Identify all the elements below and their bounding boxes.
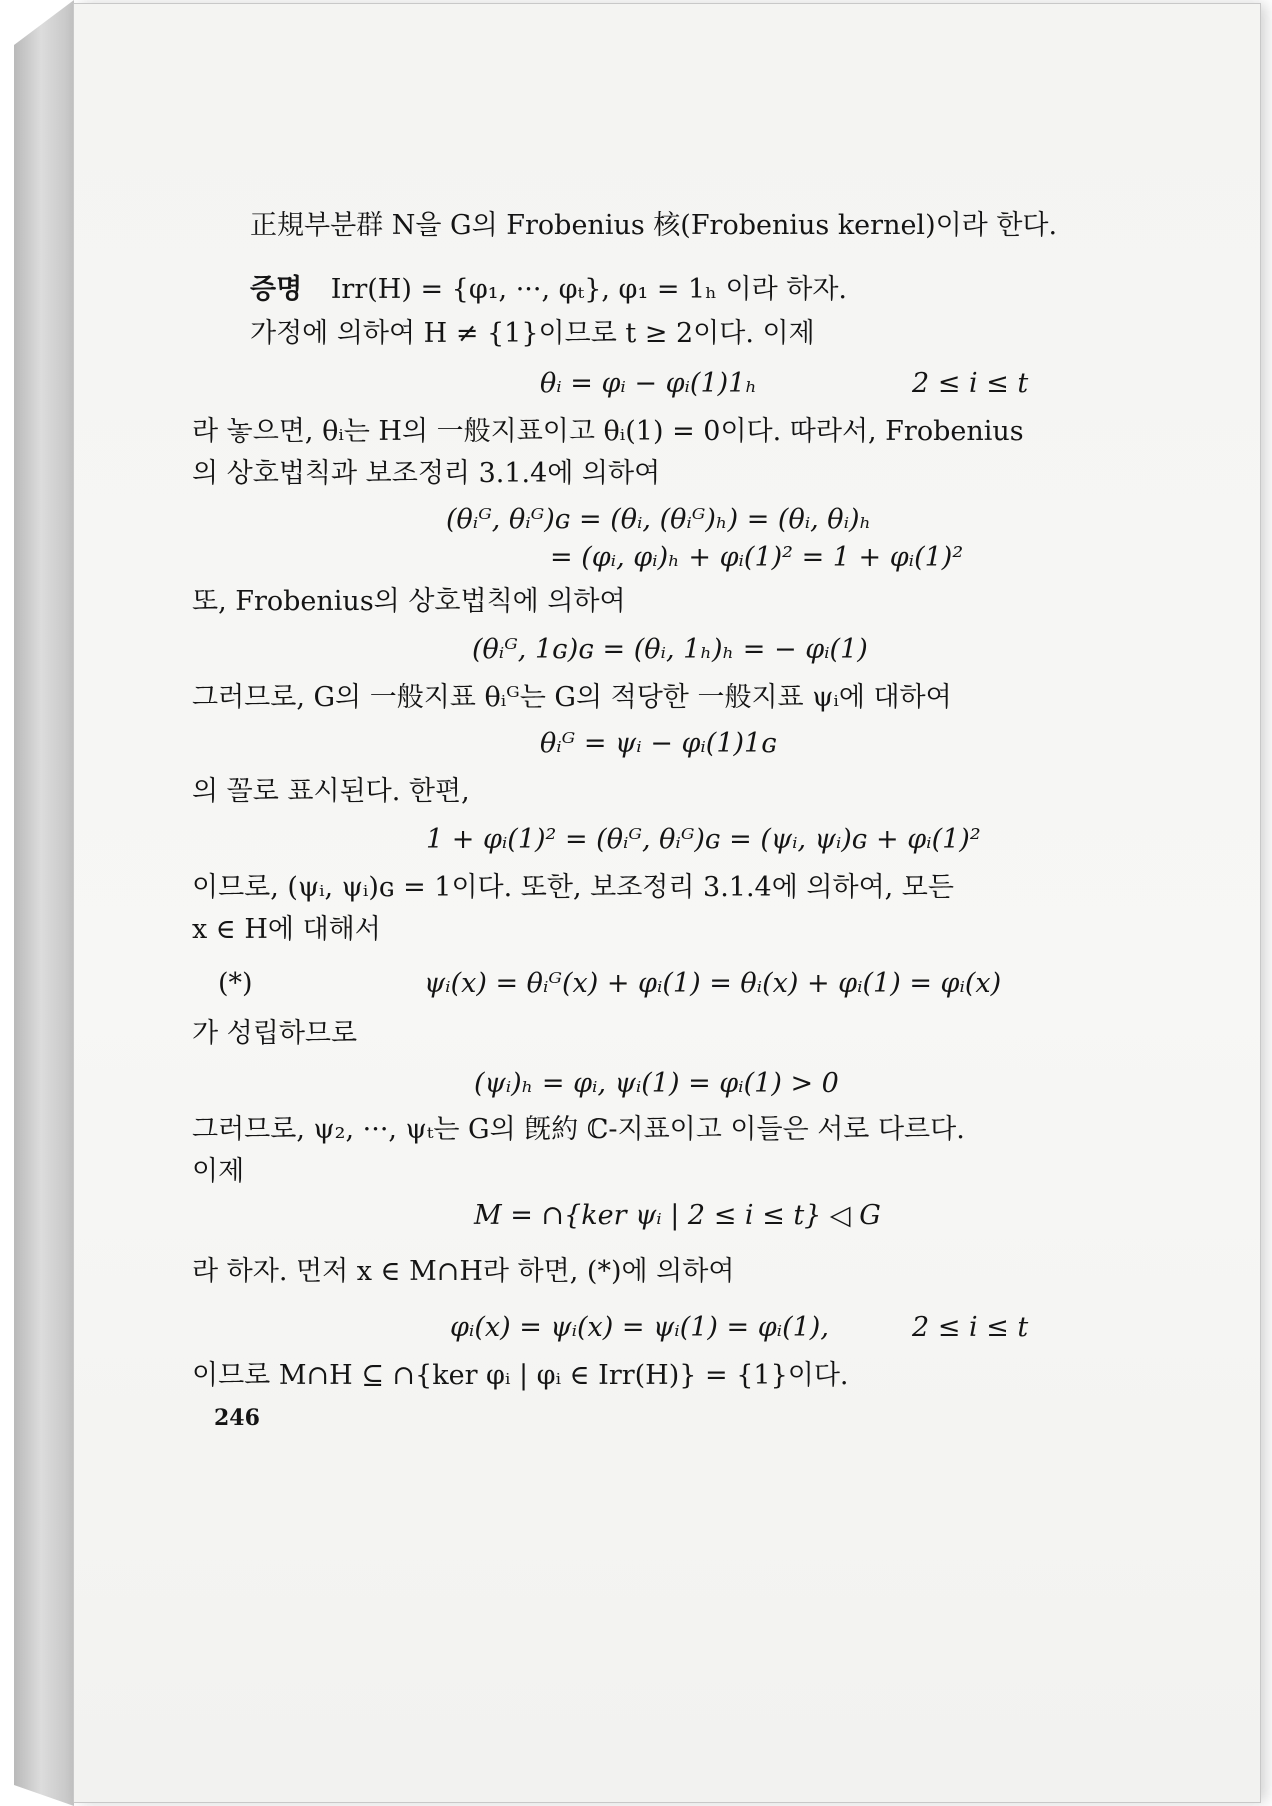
- text-line: 이므로 M∩H ⊆ ∩{ker φᵢ | φᵢ ∈ Irr(H)} = {1}이다.: [192, 1360, 849, 1391]
- proof-label: 증명: [250, 274, 303, 305]
- equation: (ψᵢ)ₕ = φᵢ, ψᵢ(1) = φᵢ(1) > 0: [474, 1068, 839, 1099]
- text-segment: Irr(H) = {φ₁, ···, φₜ}, φ₁ = 1ₕ 이라 하자.: [330, 274, 847, 305]
- text-line: 의 꼴로 표시된다. 한편,: [192, 776, 470, 807]
- text-line: 그러므로, G의 一般지표 θᵢᴳ는 G의 적당한 一般지표 ψᵢ에 대하여: [192, 682, 952, 713]
- text-line: 의 상호법칙과 보조정리 3.1.4에 의하여: [192, 458, 661, 489]
- text-line: 正規부분群 N을 G의 Frobenius 核(Frobenius kernel)이라 한다.: [250, 210, 1058, 241]
- equation: θᵢᴳ = ψᵢ − φᵢ(1)1ɢ: [540, 728, 777, 759]
- equation-condition: 2 ≤ i ≤ t: [912, 368, 1029, 399]
- equation: (θᵢᴳ, θᵢᴳ)ɢ = (θᵢ, (θᵢᴳ)ₕ) = (θᵢ, θᵢ)ₕ: [446, 504, 872, 535]
- text-line: 라 하자. 먼저 x ∈ M∩H라 하면, (*)에 의하여: [192, 1256, 735, 1287]
- text-line: 이제: [192, 1156, 245, 1187]
- equation-tag: (*): [218, 968, 253, 999]
- book-spine-edge: [14, 0, 74, 1806]
- equation: θᵢ = φᵢ − φᵢ(1)1ₕ: [540, 368, 758, 399]
- book-page: [74, 4, 1260, 1802]
- equation-condition: 2 ≤ i ≤ t: [912, 1312, 1029, 1343]
- text-line: 그러므로, ψ₂, ···, ψₜ는 G의 旣約 ℂ-지표이고 이들은 서로 다르다.: [192, 1114, 965, 1145]
- text-line: 또, Frobenius의 상호법칙에 의하여: [192, 586, 626, 617]
- text-line: 이므로, (ψᵢ, ψᵢ)ɢ = 1이다. 또한, 보조정리 3.1.4에 의하여, 모든: [192, 872, 954, 903]
- text-line: x ∈ H에 대해서: [192, 914, 381, 945]
- equation: 1 + φᵢ(1)² = (θᵢᴳ, θᵢᴳ)ɢ = (ψᵢ, ψᵢ)ɢ + φᵢ(1)²: [426, 824, 981, 855]
- text-line: 라 놓으면, θᵢ는 H의 一般지표이고 θᵢ(1) = 0이다. 따라서, Frobenius: [192, 416, 1024, 447]
- equation: = (φᵢ, φᵢ)ₕ + φᵢ(1)² = 1 + φᵢ(1)²: [550, 542, 964, 573]
- text-line: 가 성립하므로: [192, 1018, 358, 1049]
- page-number: 246: [214, 1405, 260, 1431]
- proof-line: [250, 272, 847, 308]
- equation: M = ∩{ker ψᵢ | 2 ≤ i ≤ t} ◁ G: [474, 1200, 881, 1231]
- equation: (θᵢᴳ, 1ɢ)ɢ = (θᵢ, 1ₕ)ₕ = − φᵢ(1): [472, 634, 868, 665]
- equation: ψᵢ(x) = θᵢᴳ(x) + φᵢ(1) = θᵢ(x) + φᵢ(1) = φᵢ(x): [424, 968, 1002, 999]
- equation: φᵢ(x) = ψᵢ(x) = ψᵢ(1) = φᵢ(1),: [450, 1312, 829, 1343]
- text-line: 가정에 의하여 H ≠ {1}이므로 t ≥ 2이다. 이제: [250, 318, 815, 349]
